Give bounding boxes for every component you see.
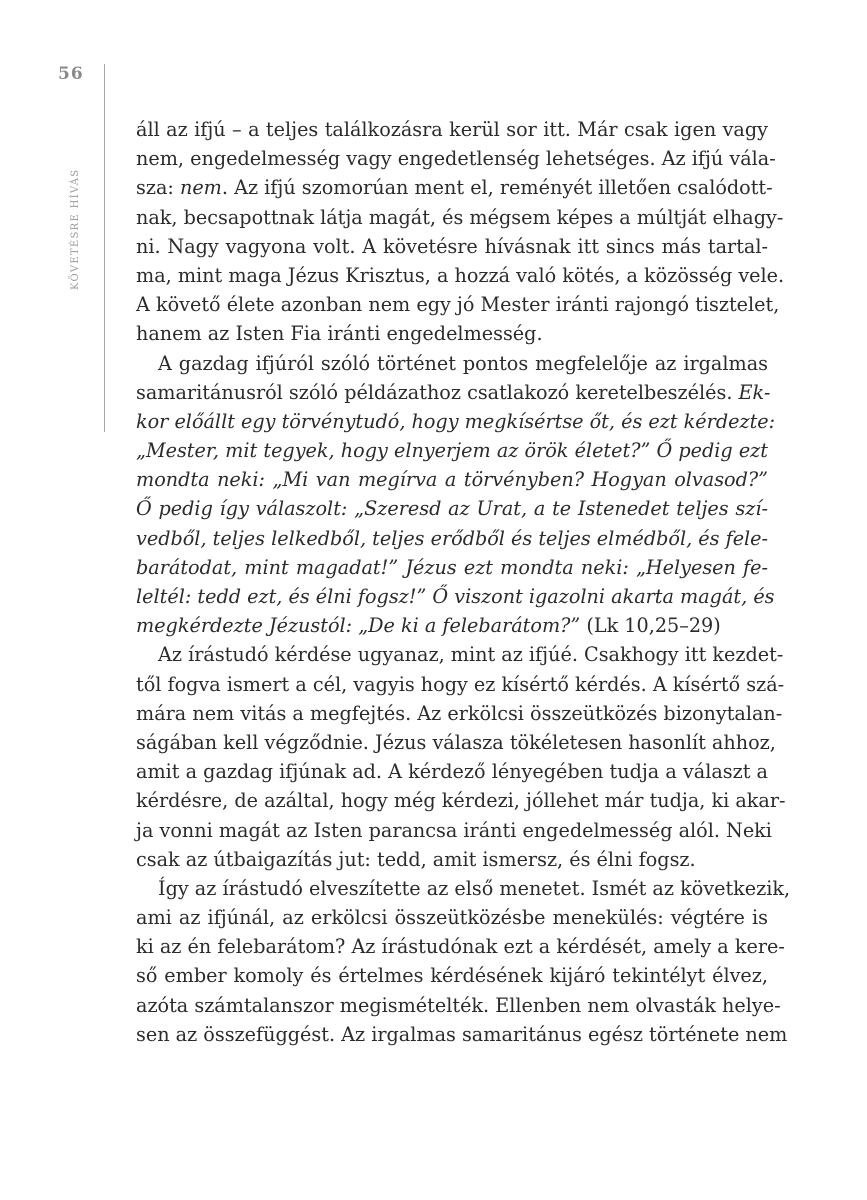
- text-line: [136, 961, 768, 990]
- text-line: [136, 349, 768, 378]
- text-line: [136, 816, 772, 845]
- text-segment: ső ember komoly és értelmes kérdésének kijáró tekintélyt élvez,: [136, 964, 768, 988]
- text-segment: ki az én felebarátom? Az írástudónak ezt a kérdését, amely a kere-: [136, 935, 785, 959]
- text-line: [136, 232, 768, 261]
- text-line: [136, 903, 768, 932]
- text-segment: azóta számtalanszor megismételték. Ellenben nem olvasták helye-: [136, 993, 781, 1017]
- text-line: [136, 290, 780, 319]
- italic-text: mondta neki: „Mi van megírva a törvényben? Hogyan olvasod?”: [136, 468, 768, 492]
- text-segment: (Lk 10,25–29): [580, 614, 721, 638]
- text-segment: Így az írástudó elveszítette az első menetet. Ismét az következik,: [158, 876, 791, 900]
- text-line: [136, 524, 768, 553]
- italic-text: „Mester, mit tegyek, hogy elnyerjem az örök életet?” Ő pedig ezt: [136, 439, 768, 463]
- paragraph: [136, 640, 786, 874]
- text-segment: csak az útbaigazítás jut: tedd, amit ismersz, és élni fogsz.: [136, 847, 696, 871]
- text-line: [136, 699, 783, 728]
- text-segment: amit a gazdag ifjúnak ad. A kérdező lényegében tudja a választ a: [136, 760, 768, 784]
- margin-rule: [104, 64, 105, 432]
- text-line: [136, 465, 768, 494]
- text-segment: Az írástudó kérdése ugyanaz, mint az ifjúé. Csakhogy itt kezdet-: [158, 643, 784, 667]
- page-number: 56: [58, 64, 84, 84]
- paragraph: [136, 115, 785, 349]
- text-segment: sza:: [136, 176, 180, 200]
- text-segment: nem, engedelmesség vagy engedetlenség lehetséges. Az ifjú vála-: [136, 147, 776, 171]
- text-line: [136, 407, 776, 436]
- text-line: [136, 173, 773, 202]
- text-line: [136, 553, 768, 582]
- text-line: [136, 845, 768, 874]
- italic-text: leltél: tedd ezt, és élni fogsz!” Ő viszont igazolni akarta magát, és: [136, 585, 775, 608]
- text-line: [136, 932, 785, 961]
- text-line: [136, 640, 784, 669]
- text-line: [136, 494, 768, 523]
- text-line: [136, 611, 768, 640]
- text-segment: nak, becsapottnak látja magát, és mégsem képes a múltját elhagy-: [136, 205, 784, 229]
- text-line: [136, 115, 768, 144]
- text-segment: ságában kell végződnie. Jézus válasza tökéletesen hasonlít ahhoz,: [136, 730, 776, 754]
- text-line: [136, 203, 784, 232]
- text-line: [136, 378, 771, 407]
- text-line: [136, 319, 768, 348]
- italic-text: Ek-: [738, 380, 771, 404]
- paragraph: [136, 349, 776, 641]
- text-segment: samaritánusról szóló példázathoz csatlakozó keretelbeszélés.: [136, 380, 739, 404]
- text-segment: áll az ifjú – a teljes találkozásra kerül sor itt. Már csak igen vagy: [136, 118, 768, 141]
- italic-text: Ő pedig így válaszolt: „Szeresd az Urat, a te Istenedet teljes szí-: [136, 497, 768, 521]
- paragraph: [136, 874, 791, 1049]
- text-line: [136, 786, 786, 815]
- text-line: [136, 991, 781, 1020]
- running-head: KÖVETÉSRE HÍVÁS: [70, 168, 81, 290]
- text-line: [136, 261, 785, 290]
- text-segment: ja vonni magát az Isten parancsa iránti engedelmesség alól. Neki: [136, 818, 772, 842]
- text-segment: ni. Nagy vagyona volt. A követésre hívásnak itt sincs más tartal-: [136, 234, 768, 258]
- italic-text: megkérdezte Jézustól: „De ki a felebarátom?”: [136, 614, 581, 638]
- text-segment: sen az összefüggést. Az irgalmas samaritánus egész története nem: [136, 1022, 788, 1046]
- text-segment: hanem az Isten Fia iránti engedelmesség.: [136, 322, 543, 346]
- text-segment: A gazdag ifjúról szóló történet pontos megfelelője az irgalmas: [158, 351, 768, 375]
- text-segment: ami az ifjúnál, az erkölcsi összeütközésbe menekülés: végtére is: [136, 906, 768, 930]
- text-segment: kérdésre, de azáltal, hogy még kérdezi, jóllehet már tudja, ki akar-: [136, 789, 786, 813]
- text-line: [136, 874, 791, 903]
- text-line: [136, 582, 775, 611]
- text-line: [136, 757, 768, 786]
- italic-text: vedből, teljes lelkedből, teljes erődből és teljes elmédből, és fele-: [136, 526, 769, 550]
- text-line: [136, 144, 776, 173]
- text-segment: mára nem vitás a megfejtés. Az erkölcsi összeütközés bizonytalan-: [136, 701, 783, 725]
- italic-text: kor előállt egy törvénytudó, hogy megkísértse őt, és ezt kérdezte:: [136, 409, 776, 433]
- text-line: [136, 728, 776, 757]
- text-line: [136, 1020, 788, 1049]
- body-text: [136, 115, 791, 1049]
- text-line: [136, 436, 768, 465]
- text-segment: . Az ifjú szomorúan ment el, reményét illetően csalódott-: [221, 176, 773, 200]
- italic-text: nem: [179, 176, 222, 200]
- text-segment: ma, mint maga Jézus Krisztus, a hozzá való kötés, a közösség vele.: [136, 263, 785, 287]
- text-segment: A követő élete azonban nem egy jó Mester iránti rajongó tisztelet,: [136, 293, 780, 317]
- text-line: [136, 670, 785, 699]
- italic-text: barátodat, mint magadat!” Jézus ezt mondta neki: „Helyesen fe-: [136, 555, 768, 579]
- text-segment: től fogva ismert a cél, vagyis hogy ez kísértő kérdés. A kísértő szá-: [136, 672, 785, 696]
